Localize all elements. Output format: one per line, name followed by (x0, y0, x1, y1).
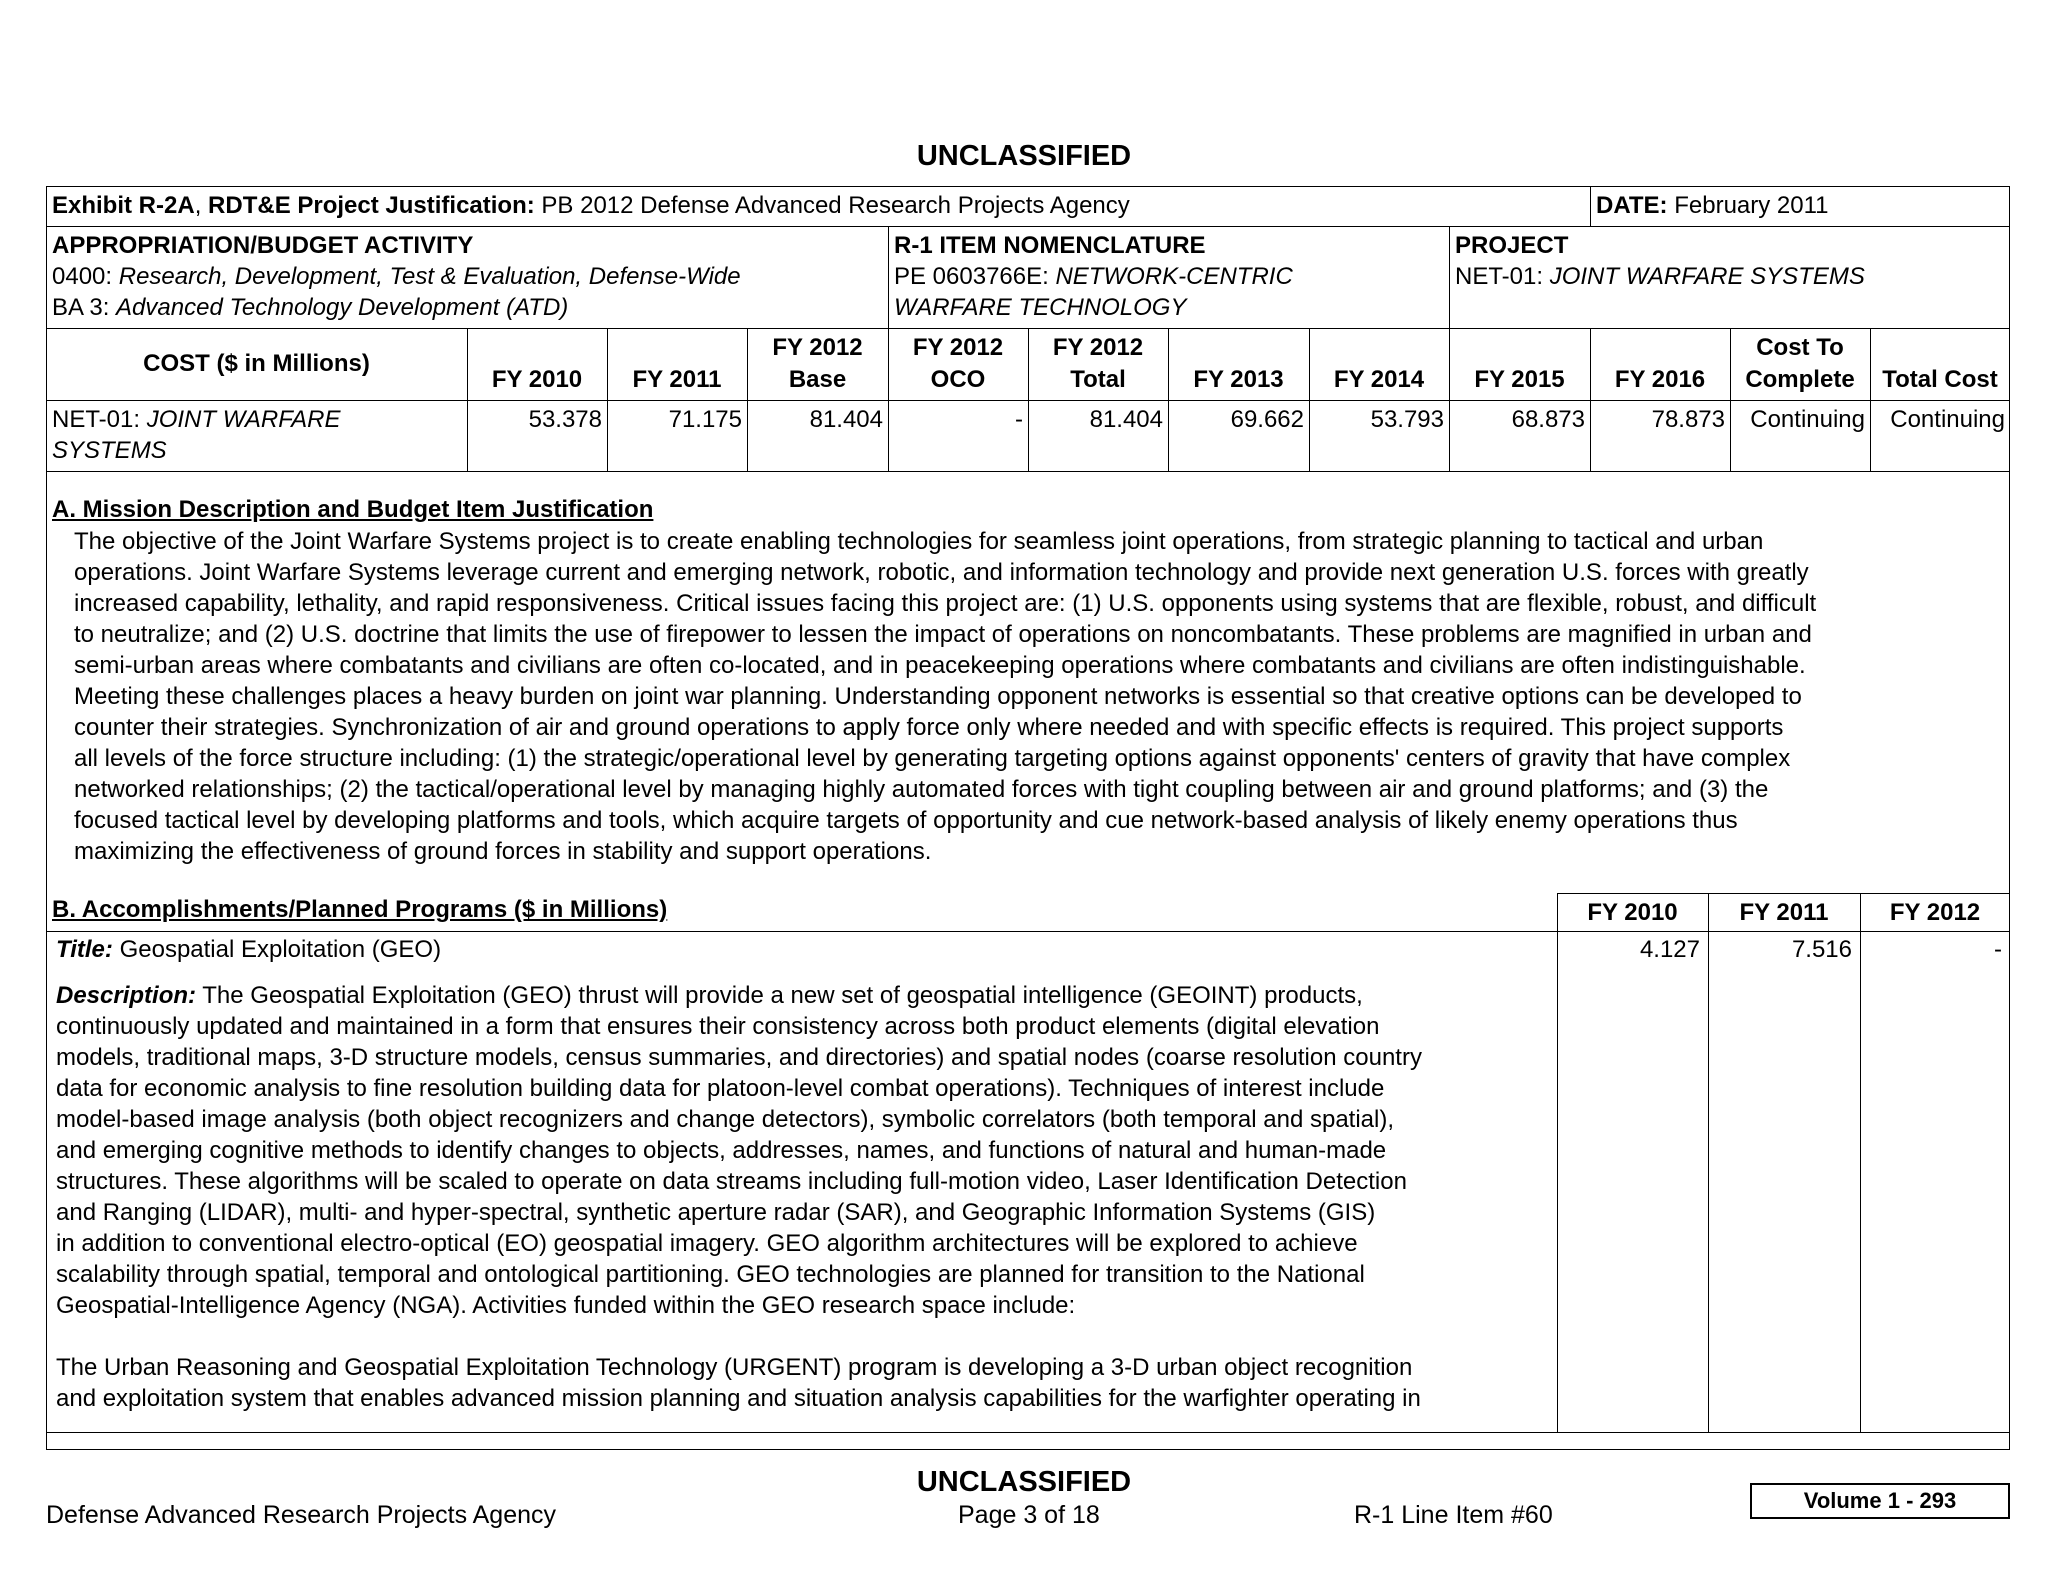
cost-row-name: JOINT WARFARE (146, 406, 341, 433)
section-a-line: operations. Joint Warfare Systems leverage current and emerging network, robotic, and information technology and provide next generation U.S. forces with greatly (74, 559, 1809, 586)
divider (1557, 893, 2010, 894)
r1-item-text: NETWORK-CENTRIC (1055, 263, 1293, 290)
divider (46, 931, 2010, 932)
cost-value-cell: 53.793 (1370, 406, 1444, 433)
divider (46, 1432, 2010, 1433)
program-column-header: FY 2010 (1587, 899, 1678, 926)
cost-column-header-line-2: OCO (930, 366, 986, 393)
date-label: DATE: (1596, 192, 1668, 219)
exhibit-agency: PB 2012 Defense Advanced Research Projects Agency (534, 192, 1130, 219)
classification-top: UNCLASSIFIED (916, 140, 1132, 172)
cost-column-header-line-1: FY 2012 (1052, 334, 1144, 361)
description-label: Description: (56, 982, 197, 1009)
cost-column-header-line-1: FY 2012 (772, 334, 863, 361)
project-label: PROJECT (1455, 232, 1569, 259)
urgent-line: and exploitation system that enables advanced mission planning and situation analysis capabilities for the warfighter operating in (56, 1385, 1421, 1412)
cost-value-cell: 81.404 (809, 406, 883, 433)
divider (467, 328, 468, 471)
cost-row-name-line-2: SYSTEMS (52, 437, 167, 464)
program-value-cell: - (1994, 936, 2002, 963)
description-line: and Ranging (LIDAR), multi- and hyper-spectral, synthetic aperture radar (SAR), and Geographic Information Systems (GIS) (56, 1199, 1376, 1226)
footer-page-number: Page 3 of 18 (958, 1501, 1100, 1529)
section-a-line: The objective of the Joint Warfare Systems project is to create enabling technologies for seamless joint operations, from strategic planning to tactical and urban (74, 528, 1764, 555)
program-column-header: FY 2012 (1889, 899, 1981, 926)
section-a-line: all levels of the force structure including: (1) the strategic/operational level by generating targeting options against opponents' centers of gravity that have complex (74, 745, 1791, 772)
program-value-cell: 7.516 (1791, 936, 1852, 963)
cost-value-cell: Continuing (1890, 406, 2005, 433)
cost-value-cell: Continuing (1750, 406, 1865, 433)
description-line (56, 980, 1422, 1011)
footer-agency: Defense Advanced Research Projects Agency (46, 1501, 557, 1529)
classification-bottom: UNCLASSIFIED (916, 1466, 1132, 1498)
cost-row-code: NET-01: (52, 406, 147, 433)
appropriation-line-1 (52, 261, 741, 292)
cost-column-header-line-2: FY 2016 (1614, 366, 1706, 393)
project-value (1455, 261, 1865, 292)
divider (46, 471, 2010, 472)
cost-column-header-line-2: FY 2014 (1333, 366, 1425, 393)
divider (1449, 226, 1450, 328)
description-line: scalability through spatial, temporal and ontological partitioning. GEO technologies are planned for transition to the National (56, 1261, 1365, 1288)
program-column-header: FY 2011 (1739, 899, 1829, 926)
cost-row-name-line-1 (52, 404, 340, 435)
section-a-line: networked relationships; (2) the tactical/operational level by managing highly automated forces with tight coupling between air and ground platforms; and (3) the (74, 776, 1769, 803)
cost-value-cell: 81.404 (1089, 406, 1163, 433)
section-a-body (74, 526, 1816, 867)
program-title (56, 934, 441, 965)
program-description (56, 980, 1422, 1321)
section-a-line: increased capability, lethality, and rapid responsiveness. Critical issues facing this project are: (1) U.S. opponents using systems that are flexible, robust, and difficult (74, 590, 1817, 617)
cost-value-cell: - (1015, 406, 1023, 433)
exhibit-title (52, 190, 1130, 221)
description-line: continuously updated and maintained in a form that ensures their consistency across both product elements (digital elevation (56, 1013, 1380, 1040)
cost-value-cell: 69.662 (1230, 406, 1304, 433)
cost-column-header-line-2: FY 2015 (1474, 366, 1565, 393)
cost-header: COST ($ in Millions) (143, 350, 370, 377)
divider (1590, 328, 1591, 471)
cost-value-cell: 68.873 (1511, 406, 1585, 433)
r1-item-code: PE 0603766E: (894, 263, 1056, 290)
description-text: The Geospatial Exploitation (GEO) thrust will provide a new set of geospatial intelligence (GEOINT) products, (196, 982, 1363, 1009)
divider (1168, 328, 1169, 471)
description-line: structures. These algorithms will be scaled to operate on data streams including full-motion video, Laser Identification Detection (56, 1168, 1407, 1195)
description-line: data for economic analysis to fine resolution building data for platoon-level combat operations). Techniques of interest include (56, 1075, 1385, 1102)
exhibit-type: RDT&E Project Justification: (208, 192, 535, 219)
section-a-title: A. Mission Description and Budget Item Justification (52, 496, 654, 523)
divider (1708, 893, 1709, 1432)
project-code: NET-01: (1455, 263, 1550, 290)
footer-line-item: R-1 Line Item #60 (1354, 1501, 1553, 1529)
exhibit-label: Exhibit R-2A (52, 192, 195, 219)
divider (1309, 328, 1310, 471)
description-line: models, traditional maps, 3-D structure models, census summaries, and directories) and spatial nodes (coarse resolution country (56, 1044, 1422, 1071)
cost-column-header-line-2: Total Cost (1882, 366, 1998, 393)
r1-item-line-1 (894, 261, 1293, 292)
cost-column-header-line-1: Cost To (1756, 334, 1844, 361)
divider (1590, 186, 1591, 226)
divider (1860, 893, 1861, 1432)
divider (1870, 328, 1871, 471)
cost-column-header-line-2: FY 2013 (1193, 366, 1284, 393)
cost-column-header-line-2: Base (788, 366, 847, 393)
description-line: and emerging cognitive methods to identify changes to objects, addresses, names, and functions of natural and human-made (56, 1137, 1387, 1164)
cost-value-cell: 71.175 (668, 406, 742, 433)
exhibit-date (1596, 190, 1829, 221)
r1-item-label: R-1 ITEM NOMENCLATURE (894, 232, 1206, 259)
program-title-label: Title: (56, 936, 113, 963)
budget-activity-code: BA 3: (52, 294, 117, 321)
footer-volume: Volume 1 - 293 (1750, 1483, 2010, 1519)
budget-activity-text: Advanced Technology Development (ATD) (116, 294, 569, 321)
section-a-line: maximizing the effectiveness of ground forces in stability and support operations. (74, 838, 932, 865)
cost-column-header-line-2: FY 2011 (632, 366, 722, 393)
section-a-line: Meeting these challenges places a heavy burden on joint war planning. Understanding opponent networks is essential so that creative options can be developed to (74, 683, 1802, 710)
description-line: in addition to conventional electro-optical (EO) geospatial imagery. GEO algorithm architectures will be explored to achieve (56, 1230, 1358, 1257)
cost-column-header-line-1: FY 2012 (912, 334, 1004, 361)
divider (888, 226, 889, 328)
exhibit-separator: , (194, 192, 209, 219)
r1-item-line-2: WARFARE TECHNOLOGY (894, 294, 1187, 321)
program-value-cell: 4.127 (1639, 936, 1700, 963)
appropriation-code: 0400: (52, 263, 119, 290)
section-b-title: B. Accomplishments/Planned Programs ($ in Millions) (52, 896, 668, 923)
divider (46, 226, 2010, 227)
divider (1449, 328, 1450, 471)
cost-value-cell: 78.873 (1651, 406, 1725, 433)
appropriation-line-2 (52, 292, 568, 323)
description-line: Geospatial-Intelligence Agency (NGA). Activities funded within the GEO research space include: (56, 1292, 1076, 1319)
cost-value-cell: 53.378 (528, 406, 602, 433)
program-title-value: Geospatial Exploitation (GEO) (112, 936, 442, 963)
section-a-line: semi-urban areas where combatants and civilians are often co-located, and in peacekeeping operations where combatants and civilians are often indistinguishable. (74, 652, 1806, 679)
cost-column-header-line-2: Total (1070, 366, 1126, 393)
date-value: February 2011 (1667, 192, 1829, 219)
section-a-line: focused tactical level by developing platforms and tools, which acquire targets of opportunity and cue network-based analysis of likely enemy operations thus (74, 807, 1738, 834)
appropriation-text: Research, Development, Test & Evaluation, Defense-Wide (118, 263, 741, 290)
program-urgent-description (56, 1352, 1421, 1414)
divider (1557, 893, 1558, 1432)
cost-column-header-line-2: Complete (1745, 366, 1855, 393)
section-a-line: to neutralize; and (2) U.S. doctrine that limits the use of firepower to lessen the impact of operations on noncombatants. These problems are magnified in urban and (74, 621, 1812, 648)
urgent-line: The Urban Reasoning and Geospatial Exploitation Technology (URGENT) program is developing a 3-D urban object recognition (56, 1354, 1413, 1381)
appropriation-label: APPROPRIATION/BUDGET ACTIVITY (52, 232, 474, 259)
project-name: JOINT WARFARE SYSTEMS (1549, 263, 1865, 290)
cost-column-header-line-2: FY 2010 (491, 366, 583, 393)
divider (607, 328, 608, 471)
section-a-line: counter their strategies. Synchronization of air and ground operations to apply force only where needed and with specific effects is required. This project supports (74, 714, 1784, 741)
description-line: model-based image analysis (both object recognizers and change detectors), symbolic correlators (both temporal and spatial), (56, 1106, 1395, 1133)
